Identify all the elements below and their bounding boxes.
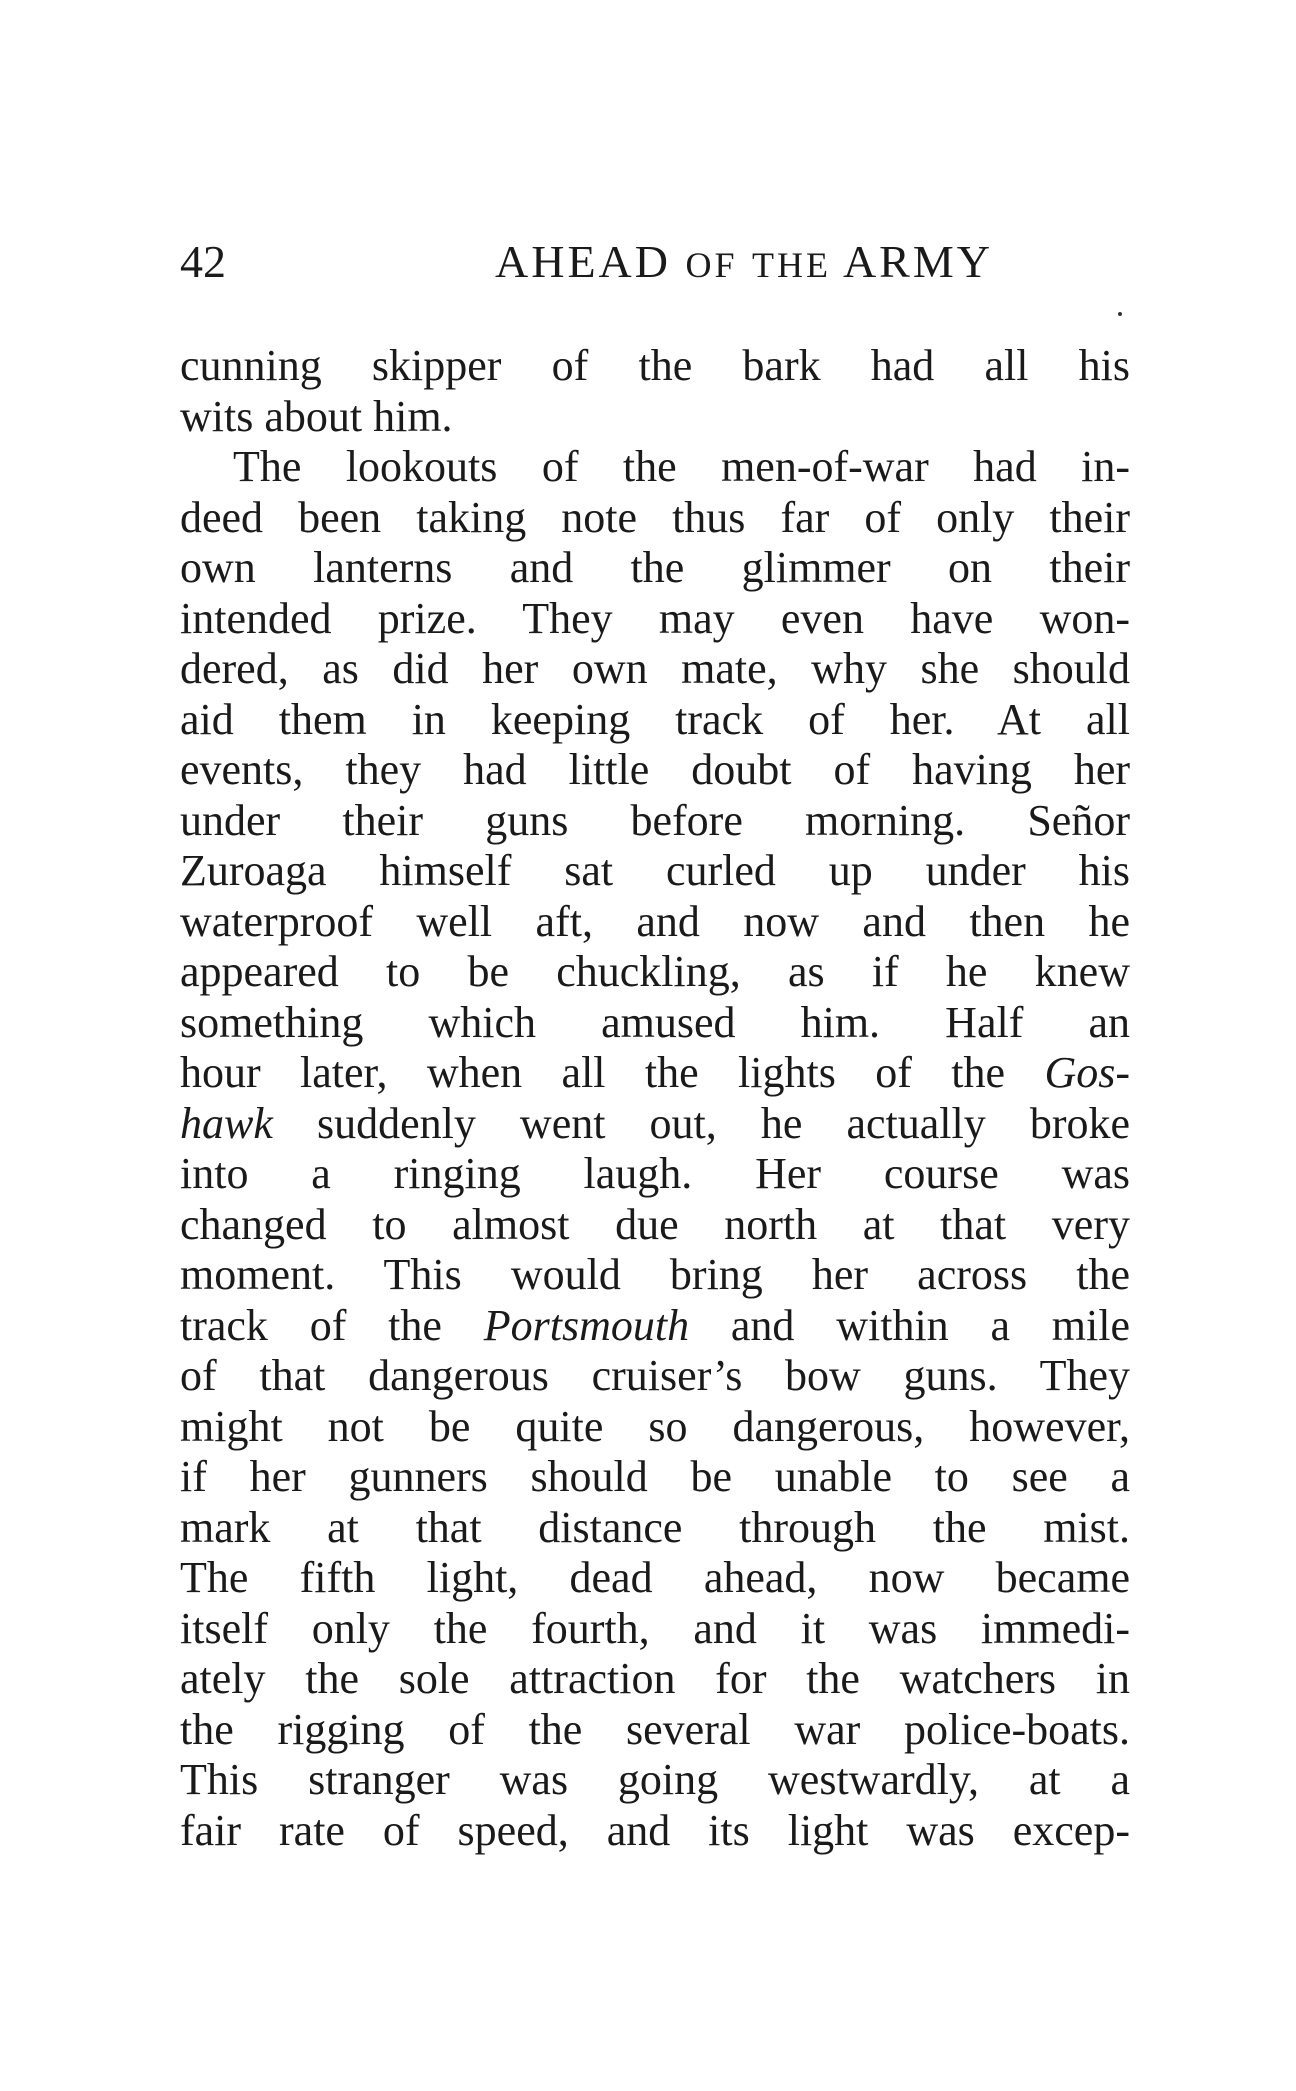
text-segment: waterproof well aft, and now and then he [180,896,1130,946]
text-segment: into a ringing laugh. Her course was [180,1149,1130,1198]
text-line [180,594,1130,645]
running-title-part: ARMY [831,236,993,287]
running-title-part: OF [685,245,738,285]
text-segment: changed to almost due north at that very [180,1199,1130,1249]
text-segment: Zuroaga himself sat curled up under his [180,846,1130,895]
text-segment: The fifth light, dead ahead, now became [180,1553,1130,1602]
text-line [180,1149,1130,1200]
text-line [180,1351,1130,1402]
text-line [180,1402,1130,1453]
text-segment: fair rate of speed, and its light was excep- [180,1805,1130,1855]
italic-text-segment: hawk [180,1098,273,1148]
text-line [180,493,1130,544]
page-number: 42 [180,236,226,287]
text-line [180,998,1130,1049]
text-segment: itself only the fourth, and it was immedi- [180,1603,1130,1653]
text-segment: mark at that distance through the mist. [180,1502,1130,1552]
text-line [180,897,1130,948]
text-segment: suddenly went out, he actually broke [272,1098,1130,1148]
text-line [180,1099,1130,1150]
text-line [180,1604,1130,1655]
body-text [180,341,1130,1856]
text-segment: if her gunners should be unable to see a [180,1452,1130,1501]
text-line [180,1806,1130,1857]
text-line [180,644,1130,695]
text-line [180,543,1130,594]
italic-text-segment: Gos- [1044,1048,1130,1097]
running-head [180,232,1130,292]
text-segment: events, they had little doubt of having her [180,745,1130,794]
text-segment: wits about him. [180,391,453,441]
text-line [180,341,1130,392]
italic-text-segment: Portsmouth [483,1300,690,1350]
text-line [180,1553,1130,1604]
text-line [180,1200,1130,1251]
text-line [180,1503,1130,1554]
text-segment: might not be quite so dangerous, however, [180,1401,1130,1451]
text-segment: cunning skipper of the bark had all his [180,341,1130,390]
text-segment: This stranger was going westwardly, at a [180,1755,1130,1804]
text-segment: ately the sole attraction for the watchers in [180,1654,1130,1703]
running-title-part [738,236,753,287]
text-segment: own lanterns and the glimmer on their [180,543,1130,592]
text-line [180,745,1130,796]
text-line [180,392,1130,443]
text-line [180,1452,1130,1503]
text-segment: hour later, when all the lights of the [180,1048,1045,1097]
text-line [180,1755,1130,1806]
running-title [495,232,993,295]
running-title-part: THE [752,245,831,285]
print-speck [1118,312,1122,316]
text-segment: deed been taking note thus far of only their [180,492,1130,542]
text-segment: dered, as did her own mate, why she should [180,644,1130,693]
text-segment: and within a mile [689,1300,1130,1350]
text-line [180,1705,1130,1756]
text-segment: the rigging of the several war police-boats. [180,1704,1130,1754]
text-line [180,1654,1130,1705]
text-line [180,1301,1130,1352]
text-line [180,846,1130,897]
running-title-part: AHEAD [495,236,686,287]
text-segment: intended prize. They may even have won- [180,593,1130,643]
text-segment: under their guns before morning. Señor [180,795,1130,845]
text-line [180,947,1130,998]
text-line [180,695,1130,746]
text-segment: track of the [180,1300,484,1350]
text-segment: moment. This would bring her across the [180,1250,1130,1299]
text-line [180,1048,1130,1099]
text-segment: something which amused him. Half an [180,997,1130,1047]
text-segment: appeared to be chuckling, as if he knew [180,947,1130,996]
text-segment: aid them in keeping track of her. At all [180,694,1130,744]
text-line [180,796,1130,847]
text-segment: The lookouts of the men-of-war had in- [233,442,1130,491]
text-segment: of that dangerous cruiser’s bow guns. They [180,1351,1130,1400]
text-line [180,1250,1130,1301]
text-line [180,442,1130,493]
